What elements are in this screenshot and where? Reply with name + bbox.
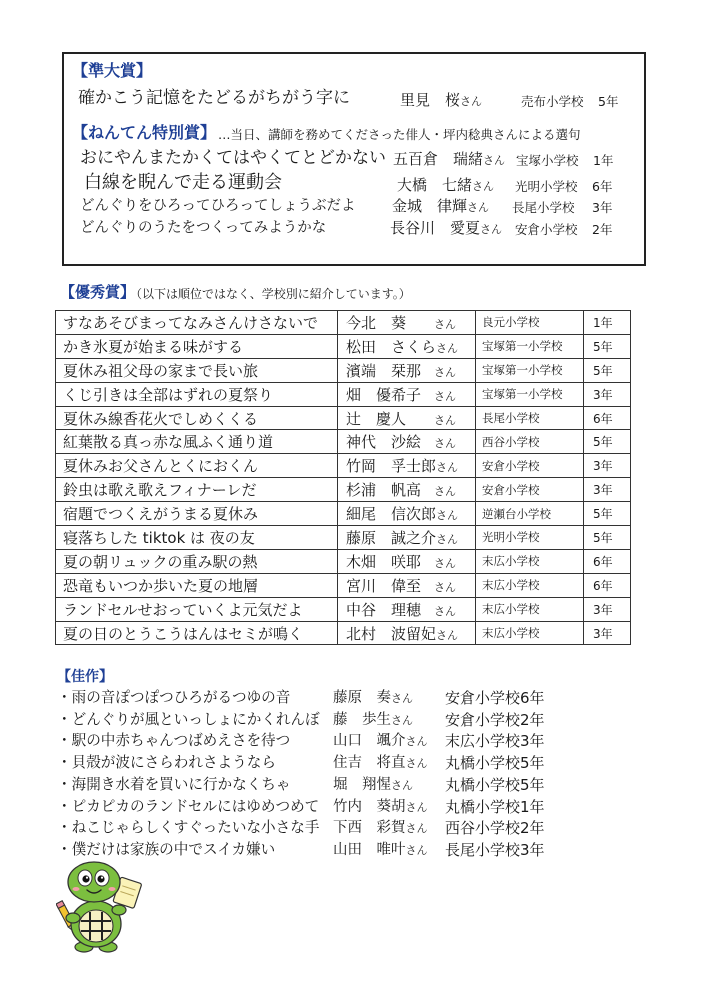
haiku-cell: すなあそびまってなみさんけさないで (56, 311, 338, 335)
student-name: 松田 さくら (346, 337, 437, 356)
haiku-text: 海開き水着を買いに行かなくちゃ (71, 775, 291, 793)
nenten-haiku: 白線を睨んで走る運動会 (84, 172, 282, 193)
school-name: 末広小学校 (445, 732, 521, 751)
grade: 6年 (520, 689, 545, 707)
grade-cell: 5年 (584, 358, 631, 382)
grade-cell: 5年 (584, 334, 631, 358)
honorific: さん (436, 532, 459, 546)
name-cell (338, 454, 476, 478)
honorific: さん (483, 154, 506, 167)
yushu-note: （以下は順位ではなく、学校別に紹介しています。） (130, 287, 411, 301)
honorific: さん (434, 604, 456, 618)
name-cell (338, 549, 476, 573)
haiku-cell: 鈴虫は歌え歌えフィナーレだ (56, 478, 338, 502)
kasaku-name (333, 840, 428, 861)
table-row (56, 597, 631, 621)
kasaku-name (333, 753, 428, 774)
student-name: 中谷 理穂 (346, 600, 422, 619)
haiku-text: 駅の中赤ちゃんつばめえさを待つ (71, 732, 291, 750)
honorific: さん (436, 628, 459, 642)
grade: 3年 (520, 840, 545, 859)
school-cell: 宝塚第一小学校 (476, 382, 584, 406)
haiku-cell: くじ引きは全部はずれの夏祭り (56, 382, 338, 406)
school-cell: 安倉小学校 (476, 478, 584, 502)
kasaku-school (445, 753, 545, 773)
student-name: 住吉 将直 (333, 755, 406, 772)
honorific: さん (480, 223, 503, 236)
student-name: 濱端 栞那 (346, 361, 422, 380)
bullet: ・ (57, 689, 72, 706)
table-row (56, 478, 631, 502)
student-name: 大橋 七緒 (397, 176, 473, 194)
grade-cell: 3年 (584, 597, 631, 621)
jundaisho-grade: 5年 (598, 94, 619, 109)
student-name: 竹岡 孚士郎 (346, 457, 437, 476)
turtle-mascot-icon (56, 860, 144, 954)
haiku-cell: 紅葉散る真っ赤な風ふく通り道 (56, 430, 338, 454)
school-name: 長尾小学校 (445, 840, 521, 859)
jundaisho-haiku: 確かこう記憶をたどるがちがう字に (78, 88, 350, 108)
kasaku-haiku (57, 710, 320, 730)
table-row (56, 358, 631, 382)
grade-cell: 6年 (584, 573, 631, 597)
grade-cell: 3年 (584, 454, 631, 478)
kasaku-haiku (57, 840, 275, 860)
name-cell (338, 430, 476, 454)
grade: 5年 (520, 754, 545, 773)
school-cell: 末広小学校 (476, 621, 584, 645)
student-name: 今北 葵 (346, 313, 407, 332)
kasaku-name (333, 688, 413, 709)
honorific: さん (405, 800, 428, 814)
student-name: 畑 優希子 (346, 385, 422, 404)
table-row (56, 382, 631, 406)
honorific: さん (434, 580, 456, 594)
bullet: ・ (57, 819, 72, 837)
haiku-cell: 恐竜もいつか歩いた夏の地層 (56, 573, 338, 597)
haiku-cell: 夏休み線香花火でしめくくる (56, 406, 338, 430)
name-cell (338, 334, 476, 358)
kasaku-name (333, 797, 428, 818)
bullet: ・ (57, 840, 72, 858)
name-cell (338, 573, 476, 597)
school-cell: 末広小学校 (476, 597, 584, 621)
name-cell (338, 382, 476, 406)
honorific: さん (460, 95, 483, 108)
table-row (56, 502, 631, 526)
nenten-name (393, 149, 505, 171)
student-name: 辻 慶人 (346, 409, 407, 428)
haiku-cell: ランドセルせおっていくよ元気だよ (56, 597, 338, 621)
honorific: さん (405, 757, 428, 771)
kasaku-school (445, 710, 545, 730)
haiku-text: 僕だけは家族の中でスイカ嫌い (71, 840, 276, 858)
student-name: 竹内 葵胡 (333, 798, 406, 815)
honorific: さん (434, 365, 456, 379)
table-row (56, 526, 631, 550)
student-name: 堀 翔惺 (333, 776, 391, 793)
school-name: 安倉小学校 (445, 710, 521, 729)
student-name: 藤原 奏 (333, 690, 391, 706)
grade: 5年 (520, 775, 545, 794)
bullet: ・ (57, 732, 72, 750)
nenten-haiku: どんぐりのうたをつくってみようかな (80, 220, 327, 236)
kasaku-haiku (57, 818, 319, 838)
grade: 2年 (520, 710, 545, 729)
bullet: ・ (57, 754, 72, 772)
school-cell: 逆瀬台小学校 (476, 502, 584, 526)
grade-cell: 6年 (584, 406, 631, 430)
nenten-grade: 3年 (592, 200, 613, 215)
table-row (56, 406, 631, 430)
kasaku-haiku (57, 797, 319, 817)
nenten-school: 長尾小学校 (512, 200, 575, 215)
name-cell (338, 502, 476, 526)
bullet: ・ (57, 797, 72, 815)
haiku-cell: 夏休み祖父母の家まで長い旅 (56, 358, 338, 382)
grade-cell: 1年 (584, 311, 631, 335)
nenten-grade: 2年 (592, 222, 613, 237)
haiku-text: ねこじゃらしくすぐったいな小さな手 (71, 819, 320, 837)
haiku-cell: 夏の日のとうこうはんはセミが鳴く (56, 621, 338, 645)
grade-cell: 5年 (584, 526, 631, 550)
nenten-school: 光明小学校 (515, 179, 578, 194)
grade-cell: 3年 (584, 382, 631, 406)
table-row (56, 311, 631, 335)
kasaku-name (333, 731, 428, 752)
kasaku-school (445, 688, 545, 708)
nenten-heading: 【ねんてん特別賞】 (72, 123, 217, 142)
student-name: 神代 沙絵 (346, 433, 422, 452)
student-name: 藤原 誠之介 (346, 528, 437, 547)
grade-cell: 6年 (584, 549, 631, 573)
kasaku-heading: 【佳作】 (57, 669, 113, 685)
honorific: さん (434, 389, 456, 403)
name-cell (338, 478, 476, 502)
bullet: ・ (57, 710, 72, 728)
kasaku-haiku (57, 753, 276, 773)
school-cell: 光明小学校 (476, 526, 584, 550)
haiku-cell: かき氷夏が始まる味がする (56, 334, 338, 358)
honorific: さん (405, 822, 428, 836)
school-cell: 西谷小学校 (476, 430, 584, 454)
kasaku-name (333, 710, 413, 731)
student-name: 長谷川 愛夏 (390, 219, 481, 237)
kasaku-haiku (57, 775, 291, 795)
student-name: 五百倉 瑞緒 (393, 150, 484, 168)
school-cell: 末広小学校 (476, 573, 584, 597)
honorific: さん (434, 437, 456, 451)
jundaisho-heading: 【準大賞】 (72, 61, 153, 80)
honorific: さん (391, 778, 413, 792)
honorific: さん (434, 485, 456, 499)
haiku-text: ピカピカのランドセルにはゆめつめて (71, 797, 320, 815)
school-name: 丸橋小学校 (445, 775, 521, 794)
table-row (56, 549, 631, 573)
name-cell (338, 597, 476, 621)
grade-cell: 3年 (584, 621, 631, 645)
name-cell (338, 311, 476, 335)
kasaku-haiku (57, 731, 290, 751)
school-name: 丸橋小学校 (445, 797, 521, 816)
student-name: 山田 唯叶 (333, 841, 406, 858)
nenten-grade: 6年 (592, 179, 613, 194)
honorific: さん (467, 201, 490, 214)
honorific: さん (405, 735, 428, 749)
nenten-haiku: どんぐりをひろってひろってしょうぶだよ (80, 198, 356, 214)
nenten-name (392, 196, 489, 218)
nenten-school: 安倉小学校 (515, 222, 578, 237)
school-cell: 安倉小学校 (476, 454, 584, 478)
kasaku-name (333, 818, 428, 839)
grade: 1年 (520, 797, 545, 816)
student-name: 下西 彩賀 (333, 820, 406, 837)
school-cell: 宝塚第一小学校 (476, 334, 584, 358)
table-row (56, 573, 631, 597)
bullet: ・ (57, 775, 72, 793)
student-name: 宮川 偉至 (346, 576, 422, 595)
grade-cell: 3年 (584, 478, 631, 502)
nenten-name (397, 175, 494, 197)
jundaisho-name (400, 90, 482, 112)
kasaku-school (445, 818, 545, 838)
grade-cell: 5年 (584, 502, 631, 526)
name-cell (338, 621, 476, 645)
name-cell (338, 526, 476, 550)
table-row (56, 621, 631, 645)
haiku-text: どんぐりが風といっしょにかくれんぼ (71, 710, 320, 728)
grade: 2年 (520, 819, 545, 838)
school-cell: 長尾小学校 (476, 406, 584, 430)
kasaku-name (333, 775, 413, 796)
school-name: 丸橋小学校 (445, 754, 521, 773)
student-name: 細尾 信次郎 (346, 505, 437, 524)
nenten-grade: 1年 (593, 153, 614, 168)
student-name: 金城 律輝 (392, 197, 468, 215)
school-name: 安倉小学校 (445, 689, 521, 707)
honorific: さん (436, 509, 459, 523)
nenten-haiku: おにやんまたかくてはやくてとどかない (80, 148, 386, 168)
kasaku-school (445, 731, 545, 751)
student-name: 北村 波留妃 (346, 624, 437, 643)
honorific: さん (434, 413, 456, 427)
school-name: 西谷小学校 (445, 819, 521, 838)
name-cell (338, 358, 476, 382)
student-name: 藤 歩生 (333, 711, 391, 728)
student-name: 杉浦 帆高 (346, 481, 422, 500)
student-name: 里見 桜 (400, 91, 461, 109)
haiku-cell: 夏の朝リュックの重み駅の熱 (56, 549, 338, 573)
honorific: さん (436, 341, 459, 355)
haiku-text: 雨の音ぽつぽつひろがるつゆの音 (71, 689, 291, 706)
nenten-note: …当日、講師を務めてくださった俳人・坪内稔典さんによる選句 (218, 127, 581, 142)
kasaku-haiku (57, 688, 290, 708)
haiku-cell: 宿題でつくえがうまる夏休み (56, 502, 338, 526)
honorific: さん (391, 692, 413, 705)
honorific: さん (434, 317, 456, 331)
honorific: さん (391, 713, 413, 727)
nenten-name (390, 218, 502, 240)
student-name: 木畑 咲耶 (346, 552, 422, 571)
nenten-school: 宝塚小学校 (516, 153, 579, 168)
haiku-text: 貝殻が波にさらわれさようなら (71, 754, 276, 772)
honorific: さん (436, 461, 459, 475)
jundaisho-school: 売布小学校 (521, 94, 584, 109)
student-name: 山口 颯介 (333, 733, 406, 750)
kasaku-school (445, 775, 545, 795)
school-cell: 末広小学校 (476, 549, 584, 573)
table-row (56, 334, 631, 358)
honorific: さん (472, 180, 495, 193)
table-row (56, 430, 631, 454)
kasaku-school (445, 840, 545, 860)
school-cell: 良元小学校 (476, 311, 584, 335)
yushu-heading: 【優秀賞】 (60, 283, 136, 301)
table-row (56, 454, 631, 478)
yushu-table-body (56, 311, 631, 645)
grade-cell: 5年 (584, 430, 631, 454)
honorific: さん (405, 843, 428, 857)
grade: 3年 (520, 732, 545, 751)
honorific: さん (434, 556, 456, 570)
school-cell: 宝塚第一小学校 (476, 358, 584, 382)
kasaku-school (445, 797, 545, 817)
haiku-cell: 夏休みお父さんとくにおくん (56, 454, 338, 478)
name-cell (338, 406, 476, 430)
yushu-table (55, 310, 631, 645)
haiku-cell: 寝落ちした tiktok は 夜の友 (56, 526, 338, 550)
